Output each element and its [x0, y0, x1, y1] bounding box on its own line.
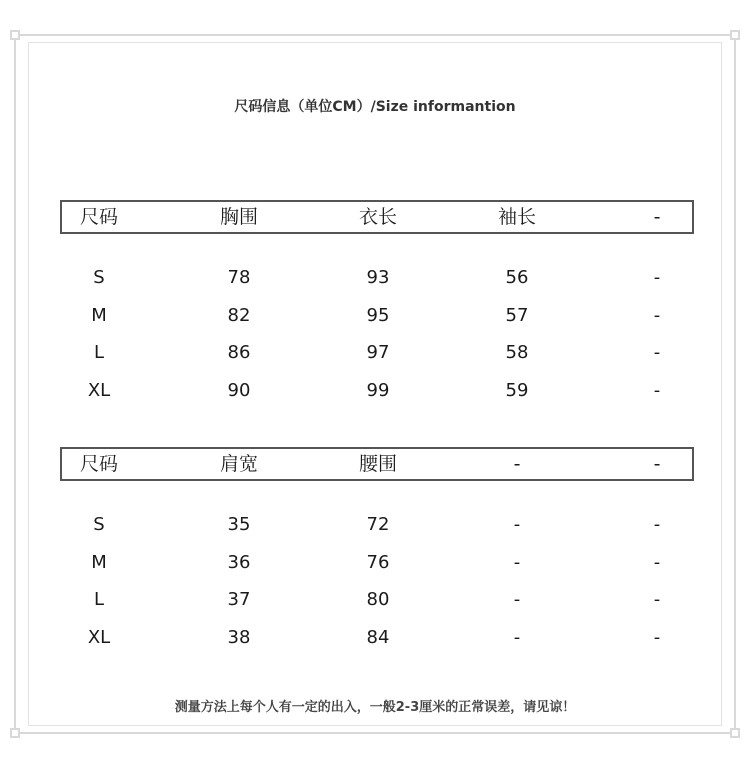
table-2-header-cell: 肩宽 [219, 453, 258, 475]
table-row-cell: L [93, 342, 105, 363]
table-row-cell: XL [87, 380, 111, 401]
table-row-cell: - [653, 267, 661, 288]
table-1-header-cell: 尺码 [79, 206, 118, 228]
table-row-cell: 58 [505, 342, 529, 363]
table-row-cell: - [653, 305, 661, 326]
table-row-cell: 86 [227, 342, 251, 363]
table-row-cell: M [91, 305, 107, 326]
table-row-cell: 90 [227, 380, 251, 401]
table-1-header-cell: - [653, 206, 661, 228]
table-row-cell: S [93, 267, 105, 288]
table-2-header-cell: 尺码 [79, 453, 118, 475]
table-row-cell: 78 [227, 267, 251, 288]
table-row-cell: 37 [227, 589, 251, 610]
table-row-cell: - [653, 380, 661, 401]
table-row-cell: 93 [366, 267, 390, 288]
table-row-cell: XL [87, 627, 111, 648]
table-row-cell: - [513, 627, 521, 648]
table-row-cell: - [513, 552, 521, 573]
table-row-cell: - [653, 342, 661, 363]
table-row-cell: 76 [366, 552, 390, 573]
table-row-cell: L [93, 589, 105, 610]
frame-corner [10, 30, 20, 40]
frame-corner [730, 30, 740, 40]
table-row-cell: 38 [227, 627, 251, 648]
table-row-cell: 35 [227, 514, 251, 535]
table-row-cell: - [653, 627, 661, 648]
measurement-footnote: 测量方法上每个人有一定的出入，一般2-3厘米的正常误差，请见谅！ [174, 700, 576, 715]
table-row-cell: 57 [505, 305, 529, 326]
table-row-cell: 84 [366, 627, 390, 648]
table-row-cell: 36 [227, 552, 251, 573]
table-1-header-cell: 衣长 [358, 206, 397, 228]
table-row-cell: - [653, 514, 661, 535]
table-row-cell: 59 [505, 380, 529, 401]
table-row-cell: 80 [366, 589, 390, 610]
frame-corner [10, 728, 20, 738]
table-row-cell: 97 [366, 342, 390, 363]
table-row-cell: - [653, 552, 661, 573]
table-2-header-cell: - [653, 453, 661, 475]
table-row-cell: S [93, 514, 105, 535]
table-row-cell: 82 [227, 305, 251, 326]
table-row-cell: - [513, 589, 521, 610]
table-1-header-cell: 胸围 [219, 206, 258, 228]
page-title: 尺码信息（单位CM）/Size informantion [234, 99, 516, 115]
table-1-header-cell: 袖长 [497, 206, 536, 228]
table-row-cell: - [513, 514, 521, 535]
table-row-cell: 95 [366, 305, 390, 326]
table-2-header-cell: 腰围 [358, 453, 397, 475]
table-row-cell: 56 [505, 267, 529, 288]
frame-corner [730, 728, 740, 738]
table-row-cell: 99 [366, 380, 390, 401]
table-2-header-cell: - [513, 453, 521, 475]
table-row-cell: 72 [366, 514, 390, 535]
table-row-cell: M [91, 552, 107, 573]
table-row-cell: - [653, 589, 661, 610]
